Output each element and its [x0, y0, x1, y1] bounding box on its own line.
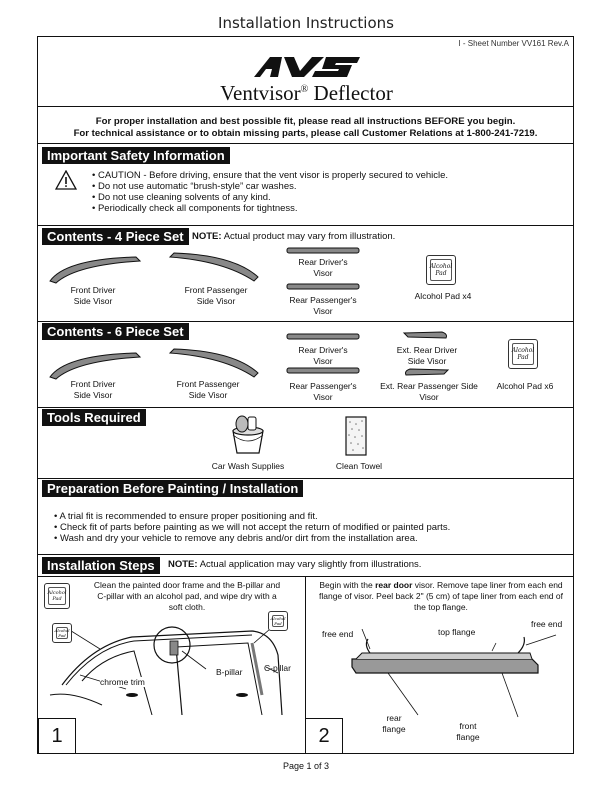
- intro-notice: For proper installation and best possible fit, please read all instructions BEFORE you begin. For technical assistance or to obtain missing parts, please call Customer Relations at 1-800-241-7219.: [73, 116, 538, 139]
- ext-rear-driver-label: Ext. Rear Driver Side Visor: [396, 345, 458, 366]
- front-driver-label: Front Driver Side Visor: [70, 379, 116, 400]
- alcohol-pad-icon: Alcohol Pad: [426, 255, 456, 285]
- front-passenger-label: Front Passenger Side Visor: [176, 379, 240, 400]
- divider: [38, 321, 573, 322]
- ext-rear-passenger-visor-icon: [402, 367, 450, 377]
- divider: [38, 106, 573, 107]
- free-end-left-label: free end: [322, 629, 354, 639]
- step2-text: Begin with the rear door visor. Remove tape liner from each end flange of visor. Peel back 2" (5 cm) of tape liner from each end of the top flange.: [319, 580, 563, 612]
- step-number: 1: [38, 718, 76, 754]
- list-item: • Wash and dry your vehicle to remove any debris and/or dirt from the installation area.: [54, 533, 450, 544]
- c-pillar-label: C-pillar: [264, 663, 291, 673]
- chrome-trim-label: chrome trim: [100, 677, 145, 687]
- sheet-number: I - Sheet Number VV161 Rev.A: [458, 39, 569, 48]
- warning-triangle-icon: [55, 170, 77, 190]
- list-item: • Do not use automatic “brush-style” car washes.: [92, 181, 448, 192]
- instruction-sheet: [37, 36, 574, 754]
- divider: [38, 478, 573, 479]
- step-number: 2: [305, 718, 343, 754]
- rear-passenger-visor-icon: [286, 283, 360, 291]
- divider: [38, 554, 573, 555]
- divider: [38, 407, 573, 408]
- contents4-note: NOTE: Actual product may vary from illustration.: [192, 231, 396, 242]
- front-flange-label: front flange: [456, 721, 480, 742]
- step1-text: Clean the painted door frame and the B-pillar and C-pillar with an alcohol pad, and wipe dry with a soft cloth.: [93, 580, 281, 612]
- list-item: • Do not use cleaning solvents of any kind.: [92, 192, 448, 203]
- divider: [38, 225, 573, 226]
- alcohol-pad-label: Alcohol Pad x6: [496, 381, 554, 391]
- contents4-heading: Contents - 4 Piece Set: [42, 228, 189, 245]
- avs-logo-icon: [252, 55, 362, 79]
- install-note: NOTE: Actual application may vary slightly from illustrations.: [168, 559, 422, 570]
- car-wash-label: Car Wash Supplies: [211, 461, 285, 471]
- visor-flange-illustration: [342, 629, 562, 719]
- install-heading: Installation Steps: [42, 557, 160, 574]
- list-item: • Periodically check all components for tightness.: [92, 203, 448, 214]
- product-name: Ventvisor® Deflector: [220, 81, 393, 105]
- safety-list: [92, 170, 448, 214]
- ext-rear-driver-visor-icon: [402, 330, 450, 340]
- alcohol-pad-icon: Alcohol Pad: [508, 339, 538, 369]
- front-driver-visor-icon: [46, 343, 146, 383]
- clean-towel-label: Clean Towel: [335, 461, 383, 471]
- front-driver-label: Front Driver Side Visor: [70, 285, 116, 306]
- rear-passenger-visor-icon: [286, 367, 360, 375]
- front-passenger-label: Front Passenger Side Visor: [184, 285, 248, 306]
- top-flange-label: top flange: [438, 627, 476, 637]
- preparation-heading: Preparation Before Painting / Installation: [42, 480, 303, 497]
- divider: [38, 143, 573, 144]
- front-passenger-visor-icon: [164, 247, 264, 287]
- list-item: • A trial fit is recommended to ensure proper positioning and fit.: [54, 511, 450, 522]
- list-item: • CAUTION - Before driving, ensure that the vent visor is properly secured to vehicle.: [92, 170, 448, 181]
- rear-driver-label: Rear Driver's Visor: [298, 257, 348, 278]
- car-wash-bucket-icon: [228, 413, 268, 457]
- safety-heading: Important Safety Information: [42, 147, 230, 164]
- alcohol-pad-icon: Alcohol Pad: [52, 623, 72, 643]
- rear-passenger-label: Rear Passenger's Visor: [289, 295, 357, 316]
- rear-passenger-label: Rear Passenger's Visor: [289, 381, 357, 402]
- rear-driver-label: Rear Driver's Visor: [298, 345, 348, 366]
- list-item: • Check fit of parts before painting as we will not accept the return of modified or painted parts.: [54, 522, 450, 533]
- clean-towel-icon: [344, 415, 368, 457]
- alcohol-pad-icon: Alcohol Pad: [44, 583, 70, 609]
- tools-heading: Tools Required: [42, 409, 146, 426]
- alcohol-pad-label: Alcohol Pad x4: [414, 291, 472, 301]
- contents6-heading: Contents - 6 Piece Set: [42, 323, 189, 340]
- front-driver-visor-icon: [46, 247, 146, 287]
- alcohol-pad-icon: Alcohol Pad: [268, 611, 288, 631]
- rear-driver-visor-icon: [286, 333, 360, 341]
- rear-driver-visor-icon: [286, 247, 360, 255]
- page-number: Page 1 of 3: [282, 761, 330, 771]
- document-title: Installation Instructions: [218, 14, 394, 32]
- free-end-right-label: free end: [531, 619, 563, 629]
- ext-rear-passenger-label: Ext. Rear Passenger Side Visor: [380, 381, 478, 402]
- front-passenger-visor-icon: [164, 343, 264, 383]
- preparation-list: [54, 511, 450, 544]
- rear-flange-label: rear flange: [382, 713, 406, 734]
- b-pillar-label: B-pillar: [216, 667, 243, 677]
